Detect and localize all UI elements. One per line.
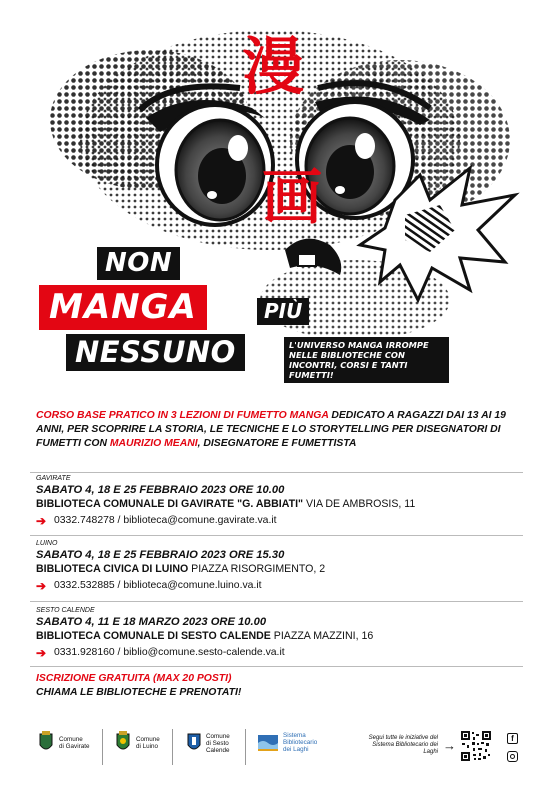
kanji-manga-bottom: 画 [262,163,322,233]
course-title: CORSO BASE PRATICO IN 3 LEZIONI DI FUMETTO MANGA [36,410,329,421]
event-date: SABATO 4, 11 E 18 MARZO 2023 ORE 10.00 [36,616,267,628]
logo-line: di Sesto [206,739,229,747]
logo-sesto-calende [186,731,230,755]
library-address: VIA DE AMBROSIS, 11 [303,498,416,510]
event-city: GAVIRATE [36,475,71,482]
teacher-role: , DISEGNATORE E FUMETTISTA [197,438,357,449]
event-contact[interactable] [36,514,536,528]
arrow-right-icon: ➔ [36,514,47,528]
signup-call: CHIAMA LE BIBLIOTECHE E PRENOTATI! [36,687,242,698]
event-date: SABATO 4, 18 E 25 FEBBRAIO 2023 ORE 10.00 [36,484,285,496]
tagline: L'UNIVERSO MANGA IRROMPE NELLE BIBLIOTECHE CON INCONTRI, CORSI E TANTI FUMETTI! [284,337,449,383]
logo-line: di Gavirate [59,743,90,750]
luino-coat-of-arms-icon [114,731,132,755]
event-city: LUINO [36,540,58,547]
divider [30,601,523,602]
instagram-glyph-icon [508,752,517,761]
facebook-icon[interactable]: f [507,733,518,744]
instagram-icon[interactable] [507,751,518,762]
kanji-manga-top: 漫 [242,30,305,103]
divider [30,535,523,536]
event-location [36,629,536,643]
library-name: BIBLIOTECA COMUNALE DI GAVIRATE "G. ABBIATI" [36,498,304,510]
logo-line: Comune [59,736,83,743]
logo-line: Comune [206,732,230,740]
arrow-right-icon: → [443,738,456,753]
logo-line: Sistema [283,731,306,739]
event-city: SESTO CALENDE [36,607,95,614]
footer-divider [245,729,246,765]
logo-line: di Luino [136,743,159,750]
event-date: SABATO 4, 18 E 25 FEBBRAIO 2023 ORE 15.30 [36,549,285,561]
teacher-name: MAURIZIO MEANI [109,438,198,449]
title-nessuno: NESSUNO [66,334,245,371]
follow-text: Segui tutte le iniziative del Sistema Bibliotecario dei Laghi [368,735,438,755]
library-name: BIBLIOTECA CIVICA DI LUINO [36,563,189,575]
event-contact[interactable] [36,579,536,593]
event-contact[interactable] [36,646,536,660]
signup-free: ISCRIZIONE GRATUITA (MAX 20 POSTI) [36,673,232,684]
footer-divider [172,729,173,765]
manga-face-illustration [0,0,553,390]
sistema-bibliotecario-logo-icon [257,731,279,753]
title-non: NON [97,247,180,280]
arrow-right-icon: ➔ [36,579,47,593]
sesto-calende-coat-of-arms-icon [186,731,202,755]
divider [30,472,523,473]
library-name: BIBLIOTECA COMUNALE DI SESTO CALENDE [36,630,271,642]
logo-line: Comune [136,736,160,743]
title-piu: PIÙ [257,298,309,325]
logo-sistema-bibliotecario [257,731,317,753]
qr-code[interactable] [460,730,492,762]
footer [0,725,553,775]
event-location [36,497,536,511]
course-text: DEDICATO A RAGAZZI DAI 13 AI 19 ANNI, PER SCOPRIRE LA STORIA, LE TECNICHE E LO STORYTELLING PER DISEGNATORI DI FUMETTI CON [36,410,506,449]
signup-info [36,672,241,700]
divider [30,666,523,667]
course-description [36,409,526,451]
title-manga: MANGA [39,285,207,330]
event-gavirate [36,474,536,528]
contact-text[interactable]: 0331.928160 / biblio@comune.sesto-calende.va.it [54,647,285,658]
event-sesto-calende [36,606,536,660]
contact-text[interactable]: 0332.532885 / biblioteca@comune.luino.va.it [54,580,262,591]
contact-text[interactable]: 0332.748278 / biblioteca@comune.gavirate.va.it [54,515,277,526]
footer-divider [102,729,103,765]
logo-line: Calende [206,746,230,754]
event-luino [36,539,536,593]
logo-line: Bibliotecario [283,738,318,746]
arrow-right-icon: ➔ [36,646,47,660]
library-address: PIAZZA MAZZINI, 16 [270,630,374,642]
logo-luino [114,731,160,755]
gavirate-coat-of-arms-icon [37,731,55,755]
logo-gavirate [37,731,89,755]
library-address: PIAZZA RISORGIMENTO, 2 [188,563,326,575]
event-location [36,562,536,576]
logo-line: dei Laghi [283,745,309,753]
